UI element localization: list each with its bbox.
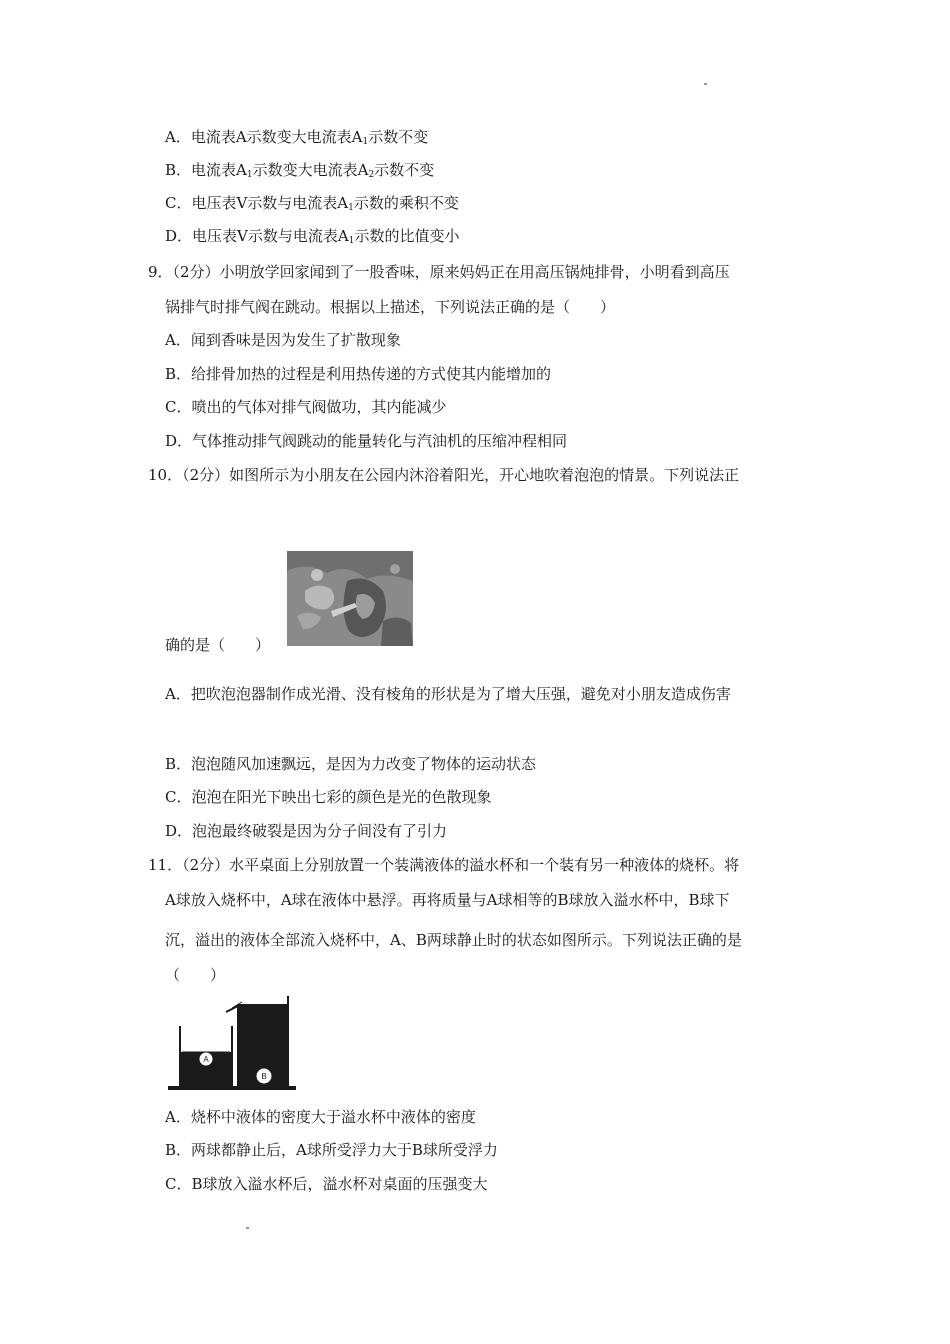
q11-stem-line1: 11．（2分）水平桌面上分别放置一个装满液体的溢水杯和一个装有另一种液体的烧杯。将 bbox=[148, 856, 740, 874]
q10-stem-line2: 确的是（ ） bbox=[165, 636, 271, 654]
q8-option-b bbox=[165, 160, 434, 185]
q8-option-c bbox=[165, 193, 459, 218]
q10-stem-line1: 10．（2分）如图所示为小朋友在公园内沐浴着阳光，开心地吹着泡泡的情景。下列说法正 bbox=[148, 466, 740, 484]
q11-option-a: A．烧杯中液体的密度大于溢水杯中液体的密度 bbox=[165, 1108, 476, 1126]
q10-option-b: B．泡泡随风加速飘远，是因为力改变了物体的运动状态 bbox=[165, 755, 537, 773]
page-speck bbox=[704, 83, 707, 85]
q8-option-b-tail: 示数不变 bbox=[374, 161, 435, 179]
beaker-overflow-diagram bbox=[168, 996, 296, 1092]
q8-option-d-tail: 示数的比值变小 bbox=[354, 227, 460, 245]
q11-option-b: B．两球都静止后，A球所受浮力大于B球所受浮力 bbox=[165, 1141, 498, 1159]
q8-option-b-sub1: 1 bbox=[246, 170, 253, 180]
q8-option-b-text: B．电流表A bbox=[165, 161, 247, 179]
page-speck bbox=[246, 1227, 249, 1229]
q8-option-d-text: D．电压表V示数与电流表A bbox=[165, 227, 349, 245]
q8-option-a bbox=[165, 127, 428, 152]
q9-option-b: B．给排骨加热的过程是利用热传递的方式使其内能增加的 bbox=[165, 365, 552, 383]
q8-option-d-sub: 1 bbox=[348, 236, 355, 246]
q9-stem-line1: 9．（2分）小明放学回家闻到了一股香味，原来妈妈正在用高压锅炖排骨，小明看到高压 bbox=[148, 263, 730, 281]
q9-stem-line2: 锅排气时排气阀在跳动。根据以上描述，下列说法正确的是（ ） bbox=[165, 298, 616, 316]
q9-option-a: A．闻到香味是因为发生了扩散现象 bbox=[165, 331, 401, 349]
q8-option-b-sub2: 2 bbox=[368, 170, 375, 180]
ball-b-label: B bbox=[261, 1072, 267, 1081]
q8-option-b-mid: 示数变大电流表A bbox=[252, 161, 369, 179]
q8-option-d bbox=[165, 226, 459, 251]
q8-option-c-sub: 1 bbox=[348, 203, 354, 213]
q10-option-a: A．把吹泡泡器制作成光滑、没有棱角的形状是为了增大压强，避免对小朋友造成伤害 bbox=[165, 685, 731, 703]
q10-option-d: D．泡泡最终破裂是因为分子间没有了引力 bbox=[165, 822, 448, 840]
q9-option-d: D．气体推动排气阀跳动的能量转化与汽油机的压缩冲程相同 bbox=[165, 432, 568, 450]
q11-stem-line2: A球放入烧杯中，A球在液体中悬浮。再将质量与A球相等的B球放入溢水杯中，B球下 bbox=[165, 891, 730, 909]
q11-stem-line3: 沉，溢出的液体全部流入烧杯中，A、B两球静止时的状态如图所示。下列说法正确的是 bbox=[165, 931, 742, 949]
q8-option-c-text: C．电压表V示数与电流表A bbox=[165, 194, 349, 212]
q11-stem-line4: （ ） bbox=[165, 966, 226, 984]
bubble-photo bbox=[287, 551, 413, 646]
ball-a-label: A bbox=[203, 1055, 209, 1064]
q11-option-c: C．B球放入溢水杯后，溢水杯对桌面的压强变大 bbox=[165, 1175, 488, 1193]
q8-option-c-tail: 示数的乘积不变 bbox=[353, 194, 459, 212]
q10-option-c: C．泡泡在阳光下映出七彩的颜色是光的色散现象 bbox=[165, 788, 492, 806]
q9-option-c: C．喷出的气体对排气阀做功，其内能减少 bbox=[165, 398, 447, 416]
q8-option-a-tail: 示数不变 bbox=[368, 128, 429, 146]
q8-option-a-sub: 1 bbox=[362, 137, 369, 147]
q8-option-a-text: A．电流表A示数变大电流表A bbox=[165, 128, 363, 146]
